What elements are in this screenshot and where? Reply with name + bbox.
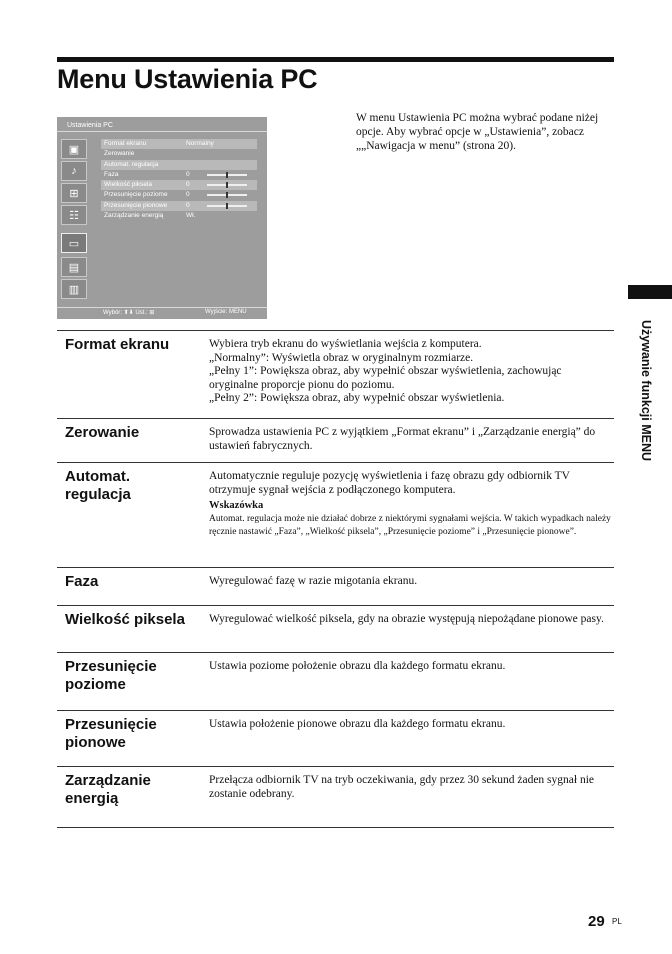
osd-item-label: Przesunięcie pionowe <box>104 201 168 209</box>
side-tab-marker <box>628 285 672 299</box>
item-description <box>209 660 611 674</box>
table-row <box>57 710 614 767</box>
osd-item-label: Zerowanie <box>104 150 135 158</box>
table-row <box>57 418 614 463</box>
description-line: Sprowadza ustawienia PC z wyjątkiem „Format ekranu” i „Zarządzanie energią” do ustawień fabrycznych. <box>209 426 596 452</box>
pc-settings-icon: ▭ <box>61 233 87 253</box>
osd-item-value: Wł. <box>186 212 196 220</box>
sound-icon: ♪ <box>61 161 87 181</box>
osd-item-value: 0 <box>186 191 190 199</box>
osd-item-value: 0 <box>186 170 190 178</box>
osd-icon-column <box>61 137 89 307</box>
description-line: Ustawia położenie pionowe obrazu dla każdego formatu ekranu. <box>209 718 506 730</box>
settings-icon: ☷ <box>61 205 87 225</box>
description-line: „Pełny 2”: Powiększa obraz, aby wypełnić obszar wyświetlenia. <box>209 392 505 404</box>
page-number: 29 <box>588 913 605 930</box>
osd-item-label: Wielkość piksela <box>104 181 153 189</box>
table-row <box>57 567 614 606</box>
osd-item-value: 0 <box>186 201 190 209</box>
item-description <box>209 718 611 732</box>
top-rule <box>57 57 614 62</box>
osd-menu-item <box>101 149 257 159</box>
osd-menu-item <box>101 139 257 149</box>
osd-menu-list <box>101 139 257 221</box>
item-description <box>209 575 611 589</box>
item-term: Automat. regulacja <box>65 468 131 503</box>
item-description <box>209 426 611 453</box>
menu-screenshot <box>57 117 267 319</box>
page-language: PL <box>612 917 622 926</box>
description-line: Wybiera tryb ekranu do wyświetlania wejścia z komputera. <box>209 338 482 350</box>
table-row <box>57 605 614 653</box>
hint-text: Automat. regulacja może nie działać dobrze z niektórymi sygnałami wejścia. W takich wypadkach należy ręcznie nastawić „Faza”, „Wielkość piksela”, „Przesunięcie poziome” i „Przesunięcie pionowe”. <box>209 513 611 537</box>
item-term: Wielkość piksela <box>65 611 185 628</box>
table-row <box>57 652 614 711</box>
osd-item-value: 0 <box>186 181 190 189</box>
item-term: Zarządzanie energią <box>65 772 151 807</box>
screen-icon: ⊞ <box>61 183 87 203</box>
description-line: Ustawia poziome położenie obrazu dla każdego formatu ekranu. <box>209 660 506 672</box>
description-line: Wyregulować fazę w razie migotania ekranu. <box>209 575 418 587</box>
item-term: Zerowanie <box>65 424 140 441</box>
osd-menu-item <box>101 201 257 211</box>
item-term: Format ekranu <box>65 336 170 353</box>
item-term: Przesunięcie poziome <box>65 658 157 693</box>
input-icon: ▤ <box>61 257 87 277</box>
table-row <box>57 766 614 828</box>
osd-select-hint: Wybór: ⬆⬇ Ust.: ⊞ <box>103 310 155 316</box>
osd-item-label: Automat. regulacja <box>104 160 159 168</box>
hint-title: Wskazówka <box>209 500 264 511</box>
side-section-label: Używanie funkcji MENU <box>639 320 653 461</box>
osd-slider-knob <box>226 203 228 209</box>
table-bottom-rule <box>57 827 614 828</box>
item-term: Przesunięcie pionowe <box>65 716 157 751</box>
table-row <box>57 462 614 568</box>
osd-item-label: Zarządzanie energią <box>104 212 164 220</box>
osd-footer-divider <box>57 307 267 308</box>
osd-slider-knob <box>226 182 228 188</box>
osd-item-label: Format ekranu <box>104 140 147 147</box>
item-description <box>209 774 611 801</box>
setup-icon: ▥ <box>61 279 87 299</box>
description-line: Automatycznie reguluje pozycję wyświetlenia i fazę obrazu gdy odbiornik TV otrzymuje sygnał wejścia z podłączonego komputera. <box>209 470 570 496</box>
osd-item-value: Normalny <box>186 140 214 147</box>
osd-menu-item <box>101 211 257 221</box>
item-description <box>209 470 611 540</box>
picture-icon: ▣ <box>61 139 87 159</box>
osd-slider-knob <box>226 172 228 178</box>
osd-item-label: Faza <box>104 170 119 178</box>
intro-text: W menu Ustawienia PC można wybrać podane niżej opcje. Aby wybrać opcje w „Ustawienia”, zobacz „„Nawigacja w menu” (strona 20). <box>356 112 599 152</box>
osd-divider <box>57 131 267 132</box>
item-term: Faza <box>65 573 99 590</box>
description-line: Wyregulować wielkość piksela, gdy na obrazie występują niepożądane pionowe pasy. <box>209 613 604 625</box>
item-description <box>209 338 611 406</box>
osd-menu-item <box>101 170 257 180</box>
osd-menu-item <box>101 160 257 170</box>
osd-menu-item <box>101 180 257 190</box>
table-row <box>57 330 614 419</box>
page-title: Menu Ustawienia PC <box>57 64 318 94</box>
osd-item-label: Przesunięcie poziome <box>104 191 168 199</box>
osd-exit-hint: Wyjście: MENU <box>205 309 247 315</box>
item-description <box>209 613 611 627</box>
description-line: Przełącza odbiornik TV na tryb oczekiwania, gdy przez 30 sekund żaden sygnał nie zostanie odebrany. <box>209 774 595 800</box>
osd-menu-item <box>101 190 257 200</box>
description-line: „Pełny 1”: Powiększa obraz, aby wypełnić obszar wyświetlenia, zachowując oryginalne proporcje pionu do poziomu. <box>209 365 562 391</box>
osd-slider-knob <box>226 192 228 198</box>
description-line: „Normalny”: Wyświetla obraz w oryginalnym rozmiarze. <box>209 351 474 364</box>
osd-title: Ustawienia PC <box>67 122 113 129</box>
